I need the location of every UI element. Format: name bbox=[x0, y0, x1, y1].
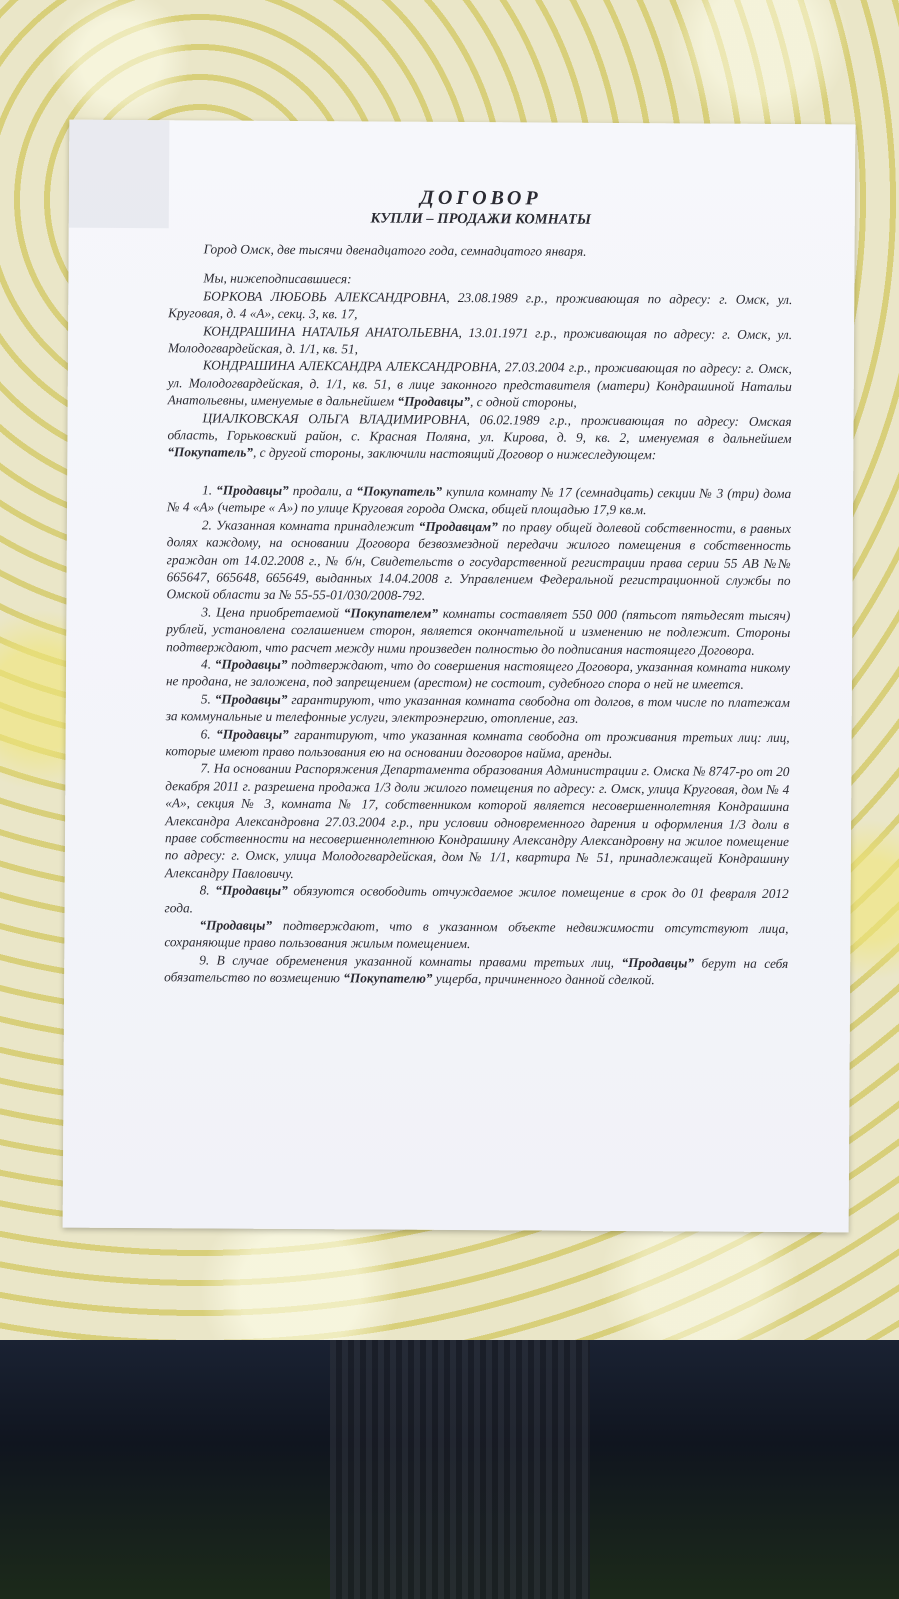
term-sellers: “Продавцы” bbox=[214, 691, 288, 707]
party-kondrashina-natalya: КОНДРАШИНА НАТАЛЬЯ АНАТОЛЬЕВНА, 13.01.1971 г.р., проживающая по адресу: г. Омск, ул. Молодогвардейская, д. 1/1, кв. 51, bbox=[167, 323, 793, 357]
clause-1-text: продали, а bbox=[288, 482, 357, 499]
document-subtitle: КУПЛИ – ПРОДАЖИ КОМНАТЫ bbox=[370, 210, 592, 228]
clause-3-text-end: комнаты составляет 550 000 (пятьсот пятьдесят тысяч) рублей, установлена соглашением сторон, является окончательной и изменению не подлежит. Стороны подтверждают, что расчет между ними произведен полностью до подписания настоящего Договора. bbox=[166, 605, 791, 658]
contract-text bbox=[164, 184, 793, 989]
clause-1 bbox=[167, 481, 791, 520]
clause-5-text: гарантируют, что указанная комната свободна от долгов, в том числе по платежам за коммунальные и телефонные услуги, электроэнергию, отопление, газ. bbox=[165, 691, 790, 726]
term-sellers: “Продавцы” bbox=[397, 393, 471, 410]
clause-6-num: 6. bbox=[200, 725, 217, 742]
city-date-line: Город Омск, две тысячи двенадцатого года, семнадцатого января. bbox=[203, 241, 587, 259]
term-sellers: “Продавцы” bbox=[215, 882, 288, 899]
party-kondrashina-aleksandra bbox=[168, 357, 792, 413]
clause-9-text-end: ущерба, причиненного данной сделкой. bbox=[432, 971, 655, 988]
document-title: ДОГОВОР bbox=[420, 186, 542, 210]
buyer-text: ЦИАЛКОВСКАЯ ОЛЬГА ВЛАДИМИРОВНА, 06.02.1989 г.р., проживающая по адресу: Омская область, Горьковский район, с. Красная Поляна, ул. Кирова, д. 9, кв. 2, именуемая в дальнейшем bbox=[167, 410, 792, 447]
term-buyer: “Покупателю” bbox=[343, 970, 433, 987]
clause-5-num: 5. bbox=[200, 691, 215, 707]
floor-background bbox=[0, 1340, 899, 1599]
clause-4 bbox=[166, 655, 790, 694]
clause-8-text: обязуются освободить отчуждаемое жилое помещение в срок до 01 февраля 2012 года. bbox=[164, 883, 789, 916]
party3-text: КОНДРАШИНА АЛЕКСАНДРА АЛЕКСАНДРОВНА, 27.03.2004 г.р., проживающая по адресу: г. Омск, ул. Молодогвардейская, д. 1/1, кв. 51, в лице законного представителя (матери) Кондрашиной Натальи Анатольевны, именуемые в дальнейшем bbox=[167, 357, 792, 409]
clause-8-num: 8. bbox=[199, 882, 216, 898]
intro-line: Мы, нижеподписавшиеся: bbox=[203, 270, 352, 287]
clause-3 bbox=[166, 603, 790, 659]
term-sellers: “Продавцам” bbox=[418, 518, 498, 534]
clause-5 bbox=[166, 690, 790, 729]
clause-4-num: 4. bbox=[201, 656, 215, 672]
term-sellers: “Продавцы” bbox=[214, 656, 288, 672]
clause-3-text: 3. Цена приобретаемой bbox=[201, 604, 344, 621]
party-buyer bbox=[167, 409, 791, 465]
clause-6-text: гарантируют, что указанная комната свободна от проживания третьих лиц: лиц, которые имеют право пользования ею на основании договоров найма, аренды. bbox=[165, 726, 790, 761]
term-buyer: “Покупатель” bbox=[356, 483, 443, 499]
clause-4-text: подтверждают, что до совершения настоящего Договора, указанная комната никому не продана, не заложена, под запрещением (арестом) не состоит, судебного спора о ней не имеется. bbox=[165, 656, 791, 693]
clause-9-text: 9. В случае обременения указанной комнаты правами третьих лиц, bbox=[199, 952, 622, 970]
clause-8-extra-text: подтверждают, что в указанном объекте недвижимости отсутствуют лица, сохраняющие право пользования жилым помещением. bbox=[164, 917, 789, 952]
term-sellers: “Продавцы” bbox=[199, 917, 273, 933]
clause-1-text-end: купила комнату № 17 (семнадцать) секции № 3 (три) дома № 4 «А» (четыре « А») по улице Круговая города Омска, общей площадью 17,9 кв.м. bbox=[166, 483, 792, 518]
clause-6 bbox=[165, 725, 789, 764]
clause-8-extra bbox=[164, 916, 788, 955]
party3-end: , с одной стороны, bbox=[469, 394, 577, 410]
clause-2-text: 2. Указанная комната принадлежит bbox=[201, 517, 419, 534]
term-buyer: “Покупатель” bbox=[167, 444, 254, 461]
term-sellers: “Продавцы” bbox=[216, 726, 289, 742]
clause-9-text-mid: берут на себя обязательство по возмещению bbox=[164, 955, 789, 986]
contract-sheet bbox=[63, 120, 856, 1233]
clause-2-text-end: по праву общей долевой собственности, в равных долях каждому, на основании Договора безвозмездной передачи жилого помещения в собственность граждан от 14.02.2008 г., № б/н, Свидетельств о государственной регистрации права серии 55 АВ №№ 665647, 665648, 665649, выданных 14.04.2008 г. Управлением Федеральной регистрационной службы по Омской области за № 55-55-01/030/2008-792. bbox=[166, 518, 791, 604]
clause-8 bbox=[165, 881, 789, 920]
clause-1-num: 1. bbox=[202, 482, 217, 498]
term-buyer: “Покупателем” bbox=[343, 605, 439, 621]
term-sellers: “Продавцы” bbox=[621, 954, 695, 971]
clause-7: 7. На основании Распоряжения Департамента образования Администрации г. Омска № 8747-ро от 20 декабря 2011 г. разрешена продажа 1/3 доли жилого помещения по адресу: г. Омск, улица Круговая, дом № 4 «А», секция № 3, комната № 17, собственником которой является несовершеннолетняя Кондрашина Александра Александровна 27.03.2004 г.р., при условии одновременного дарения и оформления 1/3 доли в праве собственности на несовершеннолетнюю Кондрашину Александру Александровну на жилое помещение по адресу: г. Омск, улица Молодогвардейская, дом № 1/1, квартира № 51, принадлежащей Кондрашину Александру Павловичу. bbox=[164, 760, 790, 881]
term-sellers: “Продавцы” bbox=[216, 482, 289, 498]
clause-9 bbox=[164, 951, 788, 990]
party-borkova: БОРКОВА ЛЮБОВЬ АЛЕКСАНДРОВНА, 23.08.1989 г.р., проживающая по адресу: г. Омск, ул. Круговая, д. 4 «А», секц. 3, кв. 17, bbox=[168, 288, 793, 322]
buyer-end: , с другой стороны, заключили настоящий Договор о нижеследующем: bbox=[252, 445, 657, 463]
clause-2 bbox=[166, 516, 791, 607]
